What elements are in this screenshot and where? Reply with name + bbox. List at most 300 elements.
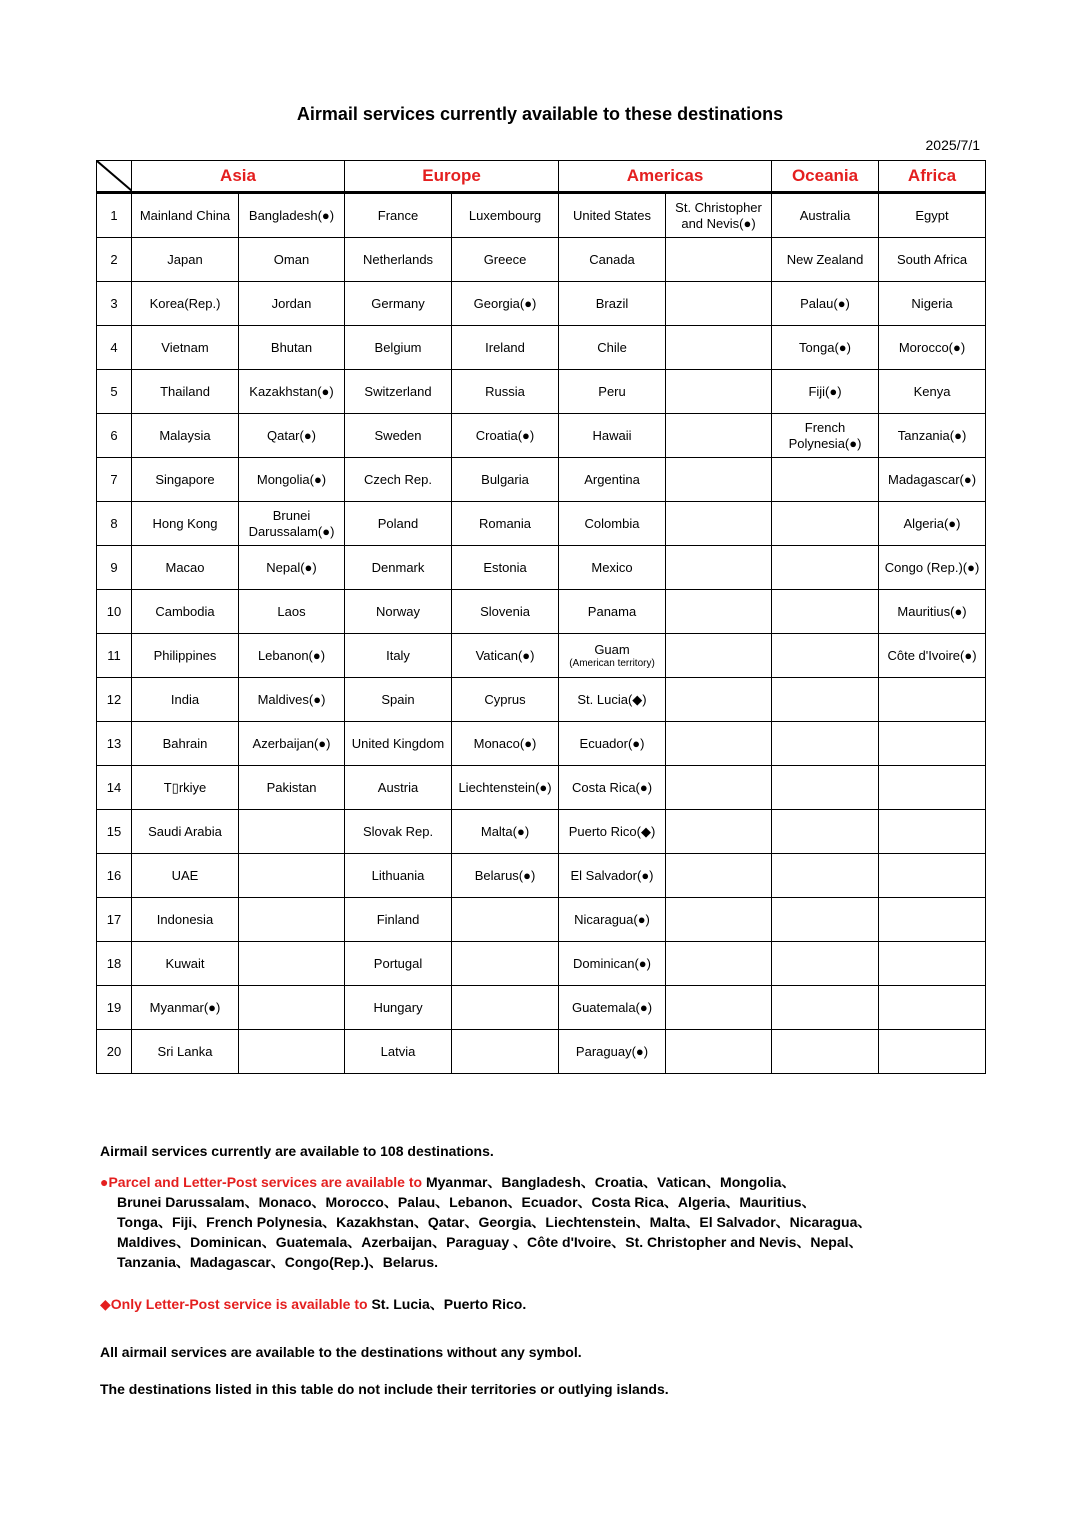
row-number	[97, 722, 132, 766]
destination-cell	[666, 898, 772, 942]
row-number-text: 16	[106, 867, 122, 883]
row-number	[97, 590, 132, 634]
destination-cell	[879, 898, 986, 942]
destination-cell	[559, 854, 666, 898]
destination-cell	[879, 854, 986, 898]
destination-cell	[452, 590, 559, 634]
destination-cell	[345, 986, 452, 1030]
row-number-text: 4	[110, 339, 118, 355]
destination-name: Switzerland	[364, 383, 432, 399]
destination-name: United Kingdom	[351, 735, 445, 751]
row-number-text: 8	[110, 515, 118, 531]
row-number-text: 12	[106, 691, 122, 707]
table-row	[97, 810, 986, 854]
destination-name: Luxembourg	[468, 207, 542, 223]
destination-cell	[239, 458, 345, 502]
table-body	[97, 193, 986, 1074]
destination-cell	[772, 854, 879, 898]
destination-cell	[666, 282, 772, 326]
destination-cell	[239, 193, 345, 238]
destination-name: Sri Lanka	[157, 1043, 213, 1059]
destination-cell	[666, 238, 772, 282]
destination-cell	[132, 766, 239, 810]
guam-territory-note: (American territory)	[569, 657, 655, 669]
destination-name: Mainland China	[139, 207, 231, 223]
destination-name: Lithuania	[371, 867, 425, 883]
destination-cell	[132, 1030, 239, 1074]
destination-name: Nigeria	[911, 295, 953, 311]
destination-cell	[452, 854, 559, 898]
destination-name: Czech Rep.	[364, 471, 432, 487]
parcel-list-line-1: Myanmar、Bangladesh、Croatia、Vatican、Mongolia、	[425, 1174, 796, 1190]
destination-cell	[132, 282, 239, 326]
destination-cell	[452, 326, 559, 370]
destination-cell	[772, 766, 879, 810]
destination-cell	[239, 282, 345, 326]
destination-cell	[239, 546, 345, 590]
destination-cell	[239, 238, 345, 282]
destination-cell	[666, 986, 772, 1030]
destination-cell	[239, 326, 345, 370]
destination-name: Algeria(●)	[903, 515, 961, 531]
letter-only-note	[100, 1294, 960, 1314]
destination-name: Bhutan	[270, 339, 313, 355]
destination-cell	[132, 898, 239, 942]
destination-cell	[132, 810, 239, 854]
table-row	[97, 678, 986, 722]
destination-cell	[132, 546, 239, 590]
destination-cell	[879, 678, 986, 722]
region-header-oceania: Oceania	[772, 161, 879, 193]
destination-cell	[452, 898, 559, 942]
destination-cell	[345, 766, 452, 810]
destination-cell	[239, 722, 345, 766]
table-row	[97, 238, 986, 282]
parcel-list-line-5: Tanzania、Madagascar、Congo(Rep.)、Belarus.	[117, 1254, 439, 1270]
destination-cell	[559, 238, 666, 282]
destination-cell	[239, 414, 345, 458]
destination-name: Malta(●)	[480, 823, 530, 839]
row-number	[97, 414, 132, 458]
destination-cell	[452, 502, 559, 546]
destination-name: Korea(Rep.)	[149, 295, 221, 311]
destination-cell	[879, 590, 986, 634]
table-row	[97, 282, 986, 326]
destination-name: St. Lucia(◆)	[577, 691, 647, 707]
table-row	[97, 722, 986, 766]
destination-cell	[666, 1030, 772, 1074]
destination-cell	[559, 326, 666, 370]
row-number	[97, 942, 132, 986]
destination-name: Dominican(●)	[573, 955, 651, 971]
destination-cell	[879, 502, 986, 546]
row-number	[97, 810, 132, 854]
table-row	[97, 942, 986, 986]
destination-cell	[452, 942, 559, 986]
destination-cell	[239, 898, 345, 942]
destination-name: Cyprus	[484, 691, 526, 707]
destination-name: El Salvador(●)	[570, 867, 654, 883]
destination-cell	[666, 810, 772, 854]
destination-cell	[666, 414, 772, 458]
destination-cell	[559, 898, 666, 942]
destination-name: Norway	[375, 603, 421, 619]
destination-cell	[879, 370, 986, 414]
destination-cell	[239, 854, 345, 898]
destination-cell	[879, 810, 986, 854]
destination-cell	[345, 678, 452, 722]
destination-cell	[559, 370, 666, 414]
destination-cell	[452, 722, 559, 766]
destination-name: Estonia	[483, 559, 527, 575]
destination-cell	[666, 370, 772, 414]
destination-name: Slovenia	[480, 603, 530, 619]
destination-cell	[666, 854, 772, 898]
destination-cell	[345, 898, 452, 942]
destination-cell	[132, 722, 239, 766]
destination-cell	[345, 458, 452, 502]
row-number	[97, 986, 132, 1030]
destination-cell	[132, 414, 239, 458]
destination-cell	[239, 1030, 345, 1074]
row-number-text: 11	[107, 647, 121, 663]
destination-cell	[345, 193, 452, 238]
destination-name: Macao	[165, 559, 205, 575]
parcel-list-line-2: Brunei Darussalam、Monaco、Morocco、Palau、Lebanon、Ecuador、Costa Rica、Algeria、Mauritius、	[117, 1194, 816, 1210]
destination-cell	[772, 502, 879, 546]
table-row	[97, 546, 986, 590]
destination-name: Japan	[167, 251, 203, 267]
row-number-text: 5	[110, 383, 118, 399]
row-number	[97, 546, 132, 590]
row-number-text: 3	[110, 295, 118, 311]
destination-cell	[772, 370, 879, 414]
table-row	[97, 326, 986, 370]
parcel-letter-label: ●Parcel and Letter-Post services are available to	[100, 1174, 426, 1190]
row-number-text: 9	[110, 559, 118, 575]
destination-name: Kenya	[913, 383, 951, 399]
row-number	[97, 898, 132, 942]
destination-name: Peru	[598, 383, 626, 399]
destination-name: Jordan	[271, 295, 312, 311]
destination-cell	[345, 590, 452, 634]
destination-cell	[239, 986, 345, 1030]
destination-cell	[452, 810, 559, 854]
destination-cell	[666, 678, 772, 722]
table-row	[97, 854, 986, 898]
region-header-europe: Europe	[345, 161, 559, 193]
total-destinations-note: Airmail services currently are available to 108 destinations.	[100, 1143, 494, 1159]
destination-cell	[666, 326, 772, 370]
destination-name: Brazil	[595, 295, 629, 311]
destination-cell	[772, 678, 879, 722]
destination-cell	[879, 1030, 986, 1074]
destination-name: French Polynesia(●)	[788, 419, 862, 451]
destination-name: Australia	[799, 207, 851, 223]
destination-cell	[559, 414, 666, 458]
destination-name: Tanzania(●)	[897, 427, 967, 443]
destination-cell	[772, 722, 879, 766]
destination-cell	[452, 634, 559, 678]
row-number	[97, 370, 132, 414]
destination-cell	[559, 986, 666, 1030]
destination-name: Colombia	[584, 515, 640, 531]
destination-cell	[879, 722, 986, 766]
destination-cell	[559, 810, 666, 854]
destination-name: Croatia(●)	[475, 427, 535, 443]
destination-name: Russia	[485, 383, 525, 399]
destination-name: Fiji(●)	[808, 383, 842, 399]
destination-cell	[559, 590, 666, 634]
destination-cell	[666, 193, 772, 238]
table-row	[97, 502, 986, 546]
destination-cell	[772, 458, 879, 502]
destination-cell	[239, 766, 345, 810]
destination-name: Congo (Rep.)(●)	[884, 559, 980, 575]
row-number-text: 17	[106, 911, 122, 927]
destination-name: France	[377, 207, 419, 223]
parcel-list-line-4: Maldives、Dominican、Guatemala、Azerbaijan、Paraguay 、Côte d'Ivoire、St. Christopher and Nevis、Nepal、	[117, 1234, 863, 1250]
destination-cell	[559, 722, 666, 766]
destination-cell	[239, 502, 345, 546]
destination-cell	[772, 810, 879, 854]
destination-name: Nicaragua(●)	[574, 911, 650, 927]
table-row	[97, 898, 986, 942]
destination-name: Qatar(●)	[266, 427, 317, 443]
destination-name: Mauritius(●)	[897, 603, 967, 619]
destination-cell	[772, 193, 879, 238]
destination-name: Lebanon(●)	[257, 647, 326, 663]
destination-cell	[345, 238, 452, 282]
destination-name: Panama	[587, 603, 637, 619]
table-row	[97, 370, 986, 414]
table-row	[97, 1030, 986, 1074]
destination-name: Hawaii	[592, 427, 632, 443]
destination-name: Guam	[594, 641, 630, 657]
region-header-asia: Asia	[132, 161, 345, 193]
destination-cell	[559, 502, 666, 546]
destination-name: Belgium	[374, 339, 422, 355]
destination-name: Singapore	[155, 471, 215, 487]
destination-name: Paraguay(●)	[575, 1043, 649, 1059]
destination-cell	[559, 942, 666, 986]
destination-cell	[239, 370, 345, 414]
destination-cell	[452, 546, 559, 590]
destination-cell	[879, 546, 986, 590]
row-number-text: 18	[106, 955, 122, 971]
destination-name: Côte d'Ivoire(●)	[887, 647, 977, 663]
destination-cell	[666, 546, 772, 590]
destination-cell	[452, 414, 559, 458]
page-title: Airmail services currently available to these destinations	[296, 104, 784, 124]
destination-cell	[345, 282, 452, 326]
destination-cell	[879, 986, 986, 1030]
destination-cell	[559, 766, 666, 810]
row-number-text: 7	[110, 471, 118, 487]
destination-cell	[132, 193, 239, 238]
destination-name: Kazakhstan(●)	[249, 383, 334, 399]
destination-cell	[452, 1030, 559, 1074]
destination-cell	[132, 458, 239, 502]
destination-cell	[666, 502, 772, 546]
destination-cell	[559, 1030, 666, 1074]
destination-name: Mongolia(●)	[256, 471, 327, 487]
destination-cell	[772, 282, 879, 326]
destination-cell	[452, 986, 559, 1030]
destination-name: Palau(●)	[800, 295, 850, 311]
destination-name: Laos	[277, 603, 306, 619]
row-number-text: 15	[106, 823, 122, 839]
destination-name: Malaysia	[159, 427, 211, 443]
destination-cell	[452, 458, 559, 502]
destination-cell	[772, 414, 879, 458]
destination-name: Bahrain	[162, 735, 208, 751]
destination-name: Pakistan	[266, 779, 317, 795]
destination-cell	[132, 326, 239, 370]
destination-cell	[559, 634, 666, 678]
destination-name: Indonesia	[156, 911, 214, 927]
destination-name: Morocco(●)	[898, 339, 966, 355]
destination-name: Germany	[371, 295, 425, 311]
destination-name: Thailand	[160, 383, 210, 399]
destination-cell	[879, 326, 986, 370]
destination-cell	[559, 193, 666, 238]
destination-name: Monaco(●)	[473, 735, 537, 751]
destination-cell	[452, 678, 559, 722]
destination-name: Bulgaria	[481, 471, 529, 487]
row-number	[97, 634, 132, 678]
no-symbol-note: All airmail services are available to the destinations without any symbol.	[100, 1344, 582, 1360]
destination-name: T▯rkiye	[163, 779, 207, 795]
destination-name: Mexico	[591, 559, 633, 575]
destination-cell	[559, 546, 666, 590]
destination-cell	[559, 282, 666, 326]
destination-cell	[132, 854, 239, 898]
destination-cell	[132, 942, 239, 986]
destination-cell	[772, 942, 879, 986]
destination-cell	[772, 898, 879, 942]
row-number	[97, 502, 132, 546]
destination-cell	[132, 590, 239, 634]
destination-name: Georgia(●)	[473, 295, 537, 311]
destination-name: South Africa	[896, 251, 968, 267]
destination-cell	[345, 942, 452, 986]
destination-name: Portugal	[373, 955, 423, 971]
table-row	[97, 634, 986, 678]
destination-name: Latvia	[380, 1043, 416, 1059]
destination-name: Greece	[483, 251, 527, 267]
row-number	[97, 326, 132, 370]
destination-cell	[772, 634, 879, 678]
row-number	[97, 1030, 132, 1074]
destination-cell	[132, 678, 239, 722]
destination-cell	[666, 590, 772, 634]
destination-name: Azerbaijan(●)	[252, 735, 331, 751]
destination-name: Chile	[597, 339, 627, 355]
table-row	[97, 986, 986, 1030]
destination-name: Saudi Arabia	[148, 823, 222, 839]
region-header-americas: Americas	[559, 161, 772, 193]
destination-cell	[559, 678, 666, 722]
corner-cell	[97, 161, 132, 193]
destination-cell	[345, 1030, 452, 1074]
table-row	[97, 590, 986, 634]
destinations-table	[96, 160, 986, 1074]
destination-cell	[345, 634, 452, 678]
parcel-letter-note	[100, 1172, 960, 1272]
destination-cell	[879, 414, 986, 458]
destination-cell	[666, 634, 772, 678]
row-number	[97, 193, 132, 238]
destination-name: New Zealand	[786, 251, 864, 267]
destination-name: United States	[572, 207, 652, 223]
destination-cell	[132, 238, 239, 282]
destination-cell	[345, 326, 452, 370]
destination-name: Argentina	[584, 471, 640, 487]
destination-name: Philippines	[153, 647, 217, 663]
destination-cell	[452, 766, 559, 810]
destination-cell	[132, 986, 239, 1030]
destination-name: Denmark	[371, 559, 425, 575]
destination-name: Hong Kong	[152, 515, 218, 531]
destination-cell	[879, 193, 986, 238]
destination-cell	[879, 634, 986, 678]
territories-note: The destinations listed in this table do not include their territories or outlying islands.	[100, 1381, 669, 1397]
destination-cell	[239, 942, 345, 986]
destination-name: Madagascar(●)	[887, 471, 977, 487]
destination-cell	[345, 854, 452, 898]
table-row	[97, 458, 986, 502]
destination-cell	[239, 634, 345, 678]
destination-name: Finland	[376, 911, 420, 927]
destination-name: Spain	[381, 691, 415, 707]
destination-name: Cambodia	[155, 603, 215, 619]
destination-cell	[345, 370, 452, 414]
destination-name: UAE	[171, 867, 199, 883]
destination-name: Guatemala(●)	[571, 999, 653, 1015]
row-number	[97, 678, 132, 722]
row-number	[97, 238, 132, 282]
destination-cell	[452, 238, 559, 282]
destination-name: Costa Rica(●)	[571, 779, 653, 795]
destination-cell	[772, 1030, 879, 1074]
destination-name: Belarus(●)	[474, 867, 536, 883]
destination-cell	[345, 722, 452, 766]
destination-cell	[132, 502, 239, 546]
destination-cell	[345, 502, 452, 546]
destination-cell	[452, 370, 559, 414]
row-number-text: 6	[110, 427, 118, 443]
destination-name: Liechtenstein(●)	[458, 779, 552, 795]
destination-cell	[666, 766, 772, 810]
destination-name: Puerto Rico(◆)	[568, 823, 656, 839]
row-number-text: 1	[110, 207, 118, 223]
destination-cell	[772, 326, 879, 370]
destination-name: Ecuador(●)	[579, 735, 645, 751]
destination-cell	[879, 458, 986, 502]
destination-cell	[666, 942, 772, 986]
letter-only-list: St. Lucia、Puerto Rico.	[371, 1296, 527, 1312]
destination-name: Myanmar(●)	[149, 999, 221, 1015]
destination-name: Vietnam	[161, 339, 209, 355]
destination-cell	[239, 678, 345, 722]
destination-cell	[772, 986, 879, 1030]
destination-name: Slovak Rep.	[362, 823, 434, 839]
destination-name: Romania	[479, 515, 532, 531]
destination-cell	[879, 942, 986, 986]
document-date: 2025/7/1	[925, 137, 980, 153]
letter-only-label: ◆Only Letter-Post service is available to	[100, 1296, 372, 1312]
